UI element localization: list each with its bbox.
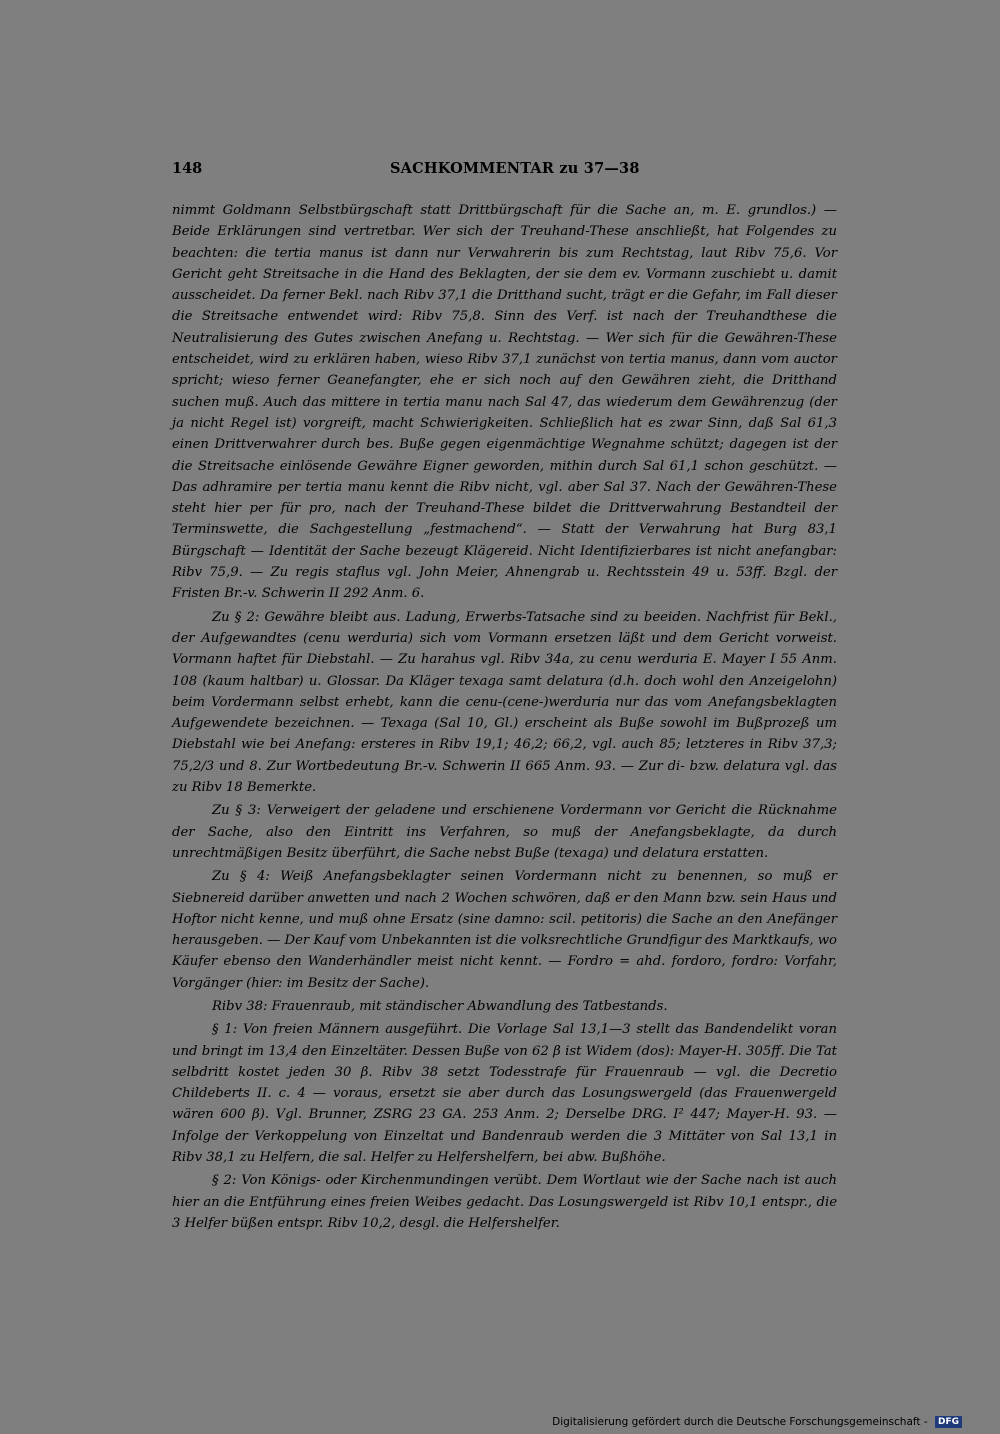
paragraph-4: Zu § 4: Weiß Anefangsbeklagter seinen Vordermann nicht zu benennen, so muß er Siebnereid darüber anwetten und nach 2 Wochen schwören, daß er den Mann bzw. sein Haus und Hoftor nicht kenne, und muß ohne Ersatz (sine damno: scil. petitoris) die Sache an den Anefänger herausgeben. — Der Kauf vom Unbekannten ist die volksrechtliche Grundfigur des Marktkaufs, wo Käufer ebenso den Wanderhändler meist nicht kennt. — Fordro = ahd. fordoro, fordro: Vorfahr, Vorgänger (hier: im Besitz der Sache). [172,869,837,991]
paragraph-7: § 2: Von Königs- oder Kirchenmundingen verübt. Dem Wortlaut wie der Sache nach ist auch hier an die Entführung eines freien Weibes gedacht. Das Losungswergeld ist Ribv 10,1 entspr., die 3 Helfer büßen entspr. Ribv 10,2, desgl. die Helfershelfer. [172,1173,837,1231]
paragraph-1: nimmt Goldmann Selbstbürgschaft statt Drittbürgschaft für die Sache an, m. E. grundlos.) — Beide Erklärungen sind vertretbar. Wer sich der Treuhand-These anschließt, hat Folgendes zu beachten: die tertia manus ist dann nur Verwahrerin bis zum Rechtstag, laut Ribv 75,6. Vor Gericht geht Streitsache in die Hand des Beklagten, der sie dem ev. Vormann zuschiebt u. damit ausscheidet. Da ferner Bekl. nach Ribv 37,1 die Dritthand sucht, trägt er die Gefahr, im Fall dieser die Streitsache entwendet wird: Ribv 75,8. Sinn des Verf. ist nach der Treuhandthese die Neutralisierung des Gutes zwischen Anefang u. Rechtstag. — Wer sich für die Gewähren-These entscheidet, wird zu erklären haben, wieso Ribv 37,1 zunächst von tertia manus, dann vom auctor spricht; wieso ferner Geanefangter, ehe er sich noch auf den Gewähren zieht, die Dritthand suchen muß. Auch das mittere in tertia manu nach Sal 47, das wiederum dem Gewährenzug (der ja nicht Regel ist) vorgreift, macht Schwierigkeiten. Schließlich hat es zwar Sinn, daß Sal 61,3 einen Drittverwahrer durch bes. Buße gegen eigenmächtige Wegnahme schützt; dagegen ist der die Streitsache einlösende Gewähre Eigner geworden, mithin durch Sal 61,1 schon geschützt. — Das adhramire per tertia manu kennt die Ribv nicht, vgl. aber Sal 37. Nach der Gewähren-These steht hier per für pro, nach der Treuhand-These bildet die Drittverwahrung Bestandteil der Terminswette, die Sachgestellung „festmachend“. — Statt der Verwahrung hat Burg 83,1 Bürgschaft — Identität der Sache bezeugt Klägereid. Nicht Identifizierbares ist nicht anefangbar: Ribv 75,9. — Zu regis staflus vgl. John Meier, Ahnengrab u. Rechtsstein 49 u. 53ff. Bzgl. der Fristen Br.-v. Schwerin II 292 Anm. 6. [172,203,837,602]
page-body [172,200,837,1236]
dfg-logo-icon: DFG [935,1416,962,1428]
page-number: 148 [172,160,203,177]
paragraph-6: § 1: Von freien Männern ausgeführt. Die Vorlage Sal 13,1—3 stellt das Bandendelikt voran und bringt im 13,4 den Einzeltäter. Dessen Buße von 62 β ist Widem (dos): Mayer-H. 305ff. Die Tat selbdritt kostet jeden 30 β. Ribv 38 setzt Todesstrafe für Frauenraub — vgl. die Decretio Childeberts II. c. 4 — voraus, ersetzt sie aber durch das Losungswergeld (das Frauenwergeld wären 600 β). Vgl. Brunner, ZSRG 23 GA. 253 Anm. 2; Derselbe DRG. I² 447; Mayer-H. 93. — Infolge der Verkoppelung von Einzeltat und Bandenraub werden die 3 Mittäter von Sal 13,1 in Ribv 38,1 zu Helfern, die sal. Helfer zu Helfershelfern, bei abw. Bußhöhe. [172,1022,837,1166]
paragraph-3: Zu § 3: Verweigert der geladene und erschienene Vordermann vor Gericht die Rücknahme der Sache, also den Eintritt ins Verfahren, so muß der Anefangsbeklagte, da durch unrechtmäßigen Besitz überführt, die Sache nebst Buße (texaga) und delatura erstatten. [172,803,837,861]
footer-text: Digitalisierung gefördert durch die Deutsche Forschungsgemeinschaft - [552,1416,928,1428]
page-header [172,160,837,180]
footer-credit [552,1416,962,1430]
running-title: SACHKOMMENTAR zu 37—38 [390,160,640,177]
paragraph-2: Zu § 2: Gewähre bleibt aus. Ladung, Erwerbs-Tatsache sind zu beeiden. Nachfrist für Bekl., der Aufgewandtes (cenu werduria) sich vom Vormann ersetzen läßt und dem Gericht vorweist. Vormann haftet für Diebstahl. — Zu harahus vgl. Ribv 34a, zu cenu werduria E. Mayer I 55 Anm. 108 (kaum haltbar) u. Glossar. Da Kläger texaga samt delatura (d.h. doch wohl den Anzeigelohn) beim Vordermann selbst erhebt, kann die cenu-(cene-)werduria nur das vom Anefangsbeklagten Aufgewendete bezeichnen. — Texaga (Sal 10, Gl.) erscheint als Buße sowohl im Bußprozeß um Diebstahl wie bei Anefang: ersteres in Ribv 19,1; 46,2; 66,2, vgl. auch 85; letzteres in Ribv 37,3; 75,2/3 und 8. Zur Wortbedeutung Br.-v. Schwerin II 665 Anm. 93. — Zur di- bzw. delatura vgl. das zu Ribv 18 Bemerkte. [172,609,837,796]
section-heading-ribv-38: Ribv 38: Frauenraub, mit ständischer Abwandlung des Tatbestands. [212,998,668,1014]
